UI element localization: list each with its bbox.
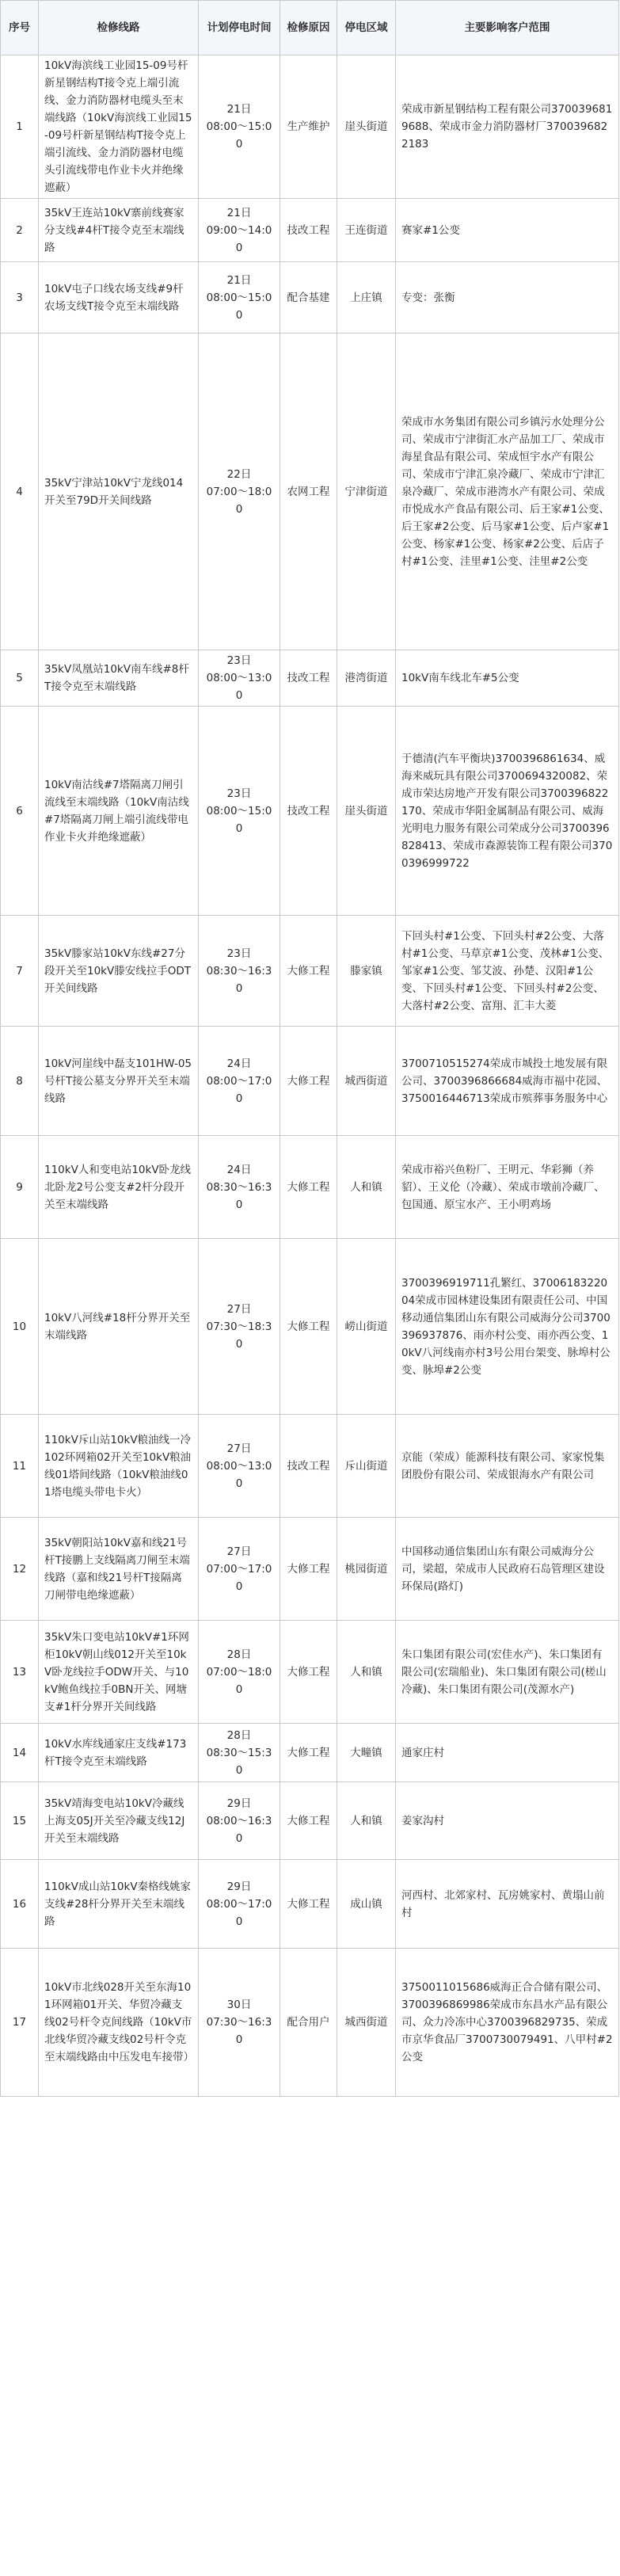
- row-date: 21日: [226, 103, 252, 116]
- row-date: 30日: [226, 1999, 252, 2011]
- table-row: [1, 1724, 619, 1782]
- row-date: 27日: [226, 1442, 252, 1455]
- row-date: 28日: [226, 1648, 252, 1661]
- row-hours: 07:30～16:30: [206, 2016, 272, 2046]
- row-reason: 大修工程: [280, 1621, 337, 1724]
- row-area: 崂山街道: [337, 1239, 396, 1415]
- row-number: 5: [1, 650, 39, 707]
- row-scope: 荣成市水务集团有限公司乡镇污水处理分公司、荣成市宁津街汇水产品加工厂、荣成市海星食品有限公司、荣成恒宇水产有限公司、荣成市宁津汇泉冷藏厂、荣成市宁津汇泉冷藏厂、荣成市港湾水产有限公司、荣成市悦成水产食品有限公司、后王家#1公变、后王家#2公变、后马家#1公变、后卢家#1公变、杨家#1公变、杨家#2公变、后店子村#1公变、洼里#1公变、洼里#2公变: [396, 333, 619, 650]
- row-area: 人和镇: [337, 1621, 396, 1724]
- row-date: 21日: [226, 206, 252, 219]
- row-hours: 08:00～17:00: [206, 1897, 272, 1928]
- row-reason: 大修工程: [280, 1860, 337, 1949]
- row-area: 宁津街道: [337, 333, 396, 650]
- row-hours: 08:00～13:00: [206, 1459, 272, 1490]
- row-date: 28日: [226, 1728, 252, 1742]
- row-scope: 京能（荣成）能源科技有限公司、家家悦集团股份有限公司、荣成银海水产有限公司: [396, 1415, 619, 1518]
- row-line: 10kV市北线028开关至东海101环网箱01开关、华贸冷藏支线02号杆令克间线路（10kV市北线华贸冷藏支线02号杆令克至末端线路由中压发电车接带）: [39, 1949, 199, 2097]
- row-reason: 大修工程: [280, 1782, 337, 1860]
- row-hours: 08:00～15:00: [206, 804, 272, 835]
- row-hours: 09:00～14:00: [206, 223, 272, 254]
- row-scope: 3700396919711孔繁红、3700618322004荣成市园林建设集团有限责任公司、中国移动通信集团山东有限公司威海分公司3700396937876、雨亦村公变、雨亦西公变、10kV八河线南亦村3号公用台架变、脉埠村公变、脉埠#2公变: [396, 1239, 619, 1415]
- row-hours: 08:30～15:30: [206, 1746, 272, 1777]
- row-line: 10kV水库线通家庄支线#173杆T接令克至末端线路: [39, 1724, 199, 1782]
- row-time: [199, 1860, 280, 1949]
- row-line: 110kV成山站10kV秦格线姚家支线#28杆分界开关至末端线路: [39, 1860, 199, 1949]
- table-row: [1, 1949, 619, 2097]
- row-time: [199, 55, 280, 199]
- row-area: 港湾街道: [337, 650, 396, 707]
- row-scope: 10kV南车线北车#5公变: [396, 650, 619, 707]
- row-number: 6: [1, 707, 39, 916]
- row-scope: 赛家#1公变: [396, 199, 619, 262]
- row-line: 110kV人和变电站10kV卧龙线北卧龙2号公变支#2杆分段开关至末端线路: [39, 1136, 199, 1239]
- table-body: [1, 55, 619, 2097]
- row-area: 上庄镇: [337, 262, 396, 333]
- row-area: 桃园街道: [337, 1518, 396, 1621]
- row-line: 10kV南沽线#7塔隔离刀闸引流线至末端线路（10kV南沽线#7塔隔离刀闸上端引流线带电作业卡火并绝缘遮蔽）: [39, 707, 199, 916]
- row-time: [199, 650, 280, 707]
- row-scope: 3700710515274荣成市城投土地发展有限公司、3700396866684威海市福中花园、3750016446713荣成市殡葬事务服务中心: [396, 1027, 619, 1136]
- table-row: [1, 333, 619, 650]
- row-time: [199, 333, 280, 650]
- row-number: 13: [1, 1621, 39, 1724]
- row-date: 27日: [226, 1302, 252, 1316]
- row-reason: 技改工程: [280, 1415, 337, 1518]
- row-hours: 08:30～16:30: [206, 1180, 272, 1211]
- table-row: [1, 1239, 619, 1415]
- row-time: [199, 1724, 280, 1782]
- row-scope: 荣成市新星钢结构工程有限公司3700396819688、荣成市金力消防器材厂3700396822183: [396, 55, 619, 199]
- row-line: 35kV滕家站10kV东线#27分段开关至10kV滕安线拉手ODT开关间线路: [39, 916, 199, 1027]
- row-scope: 朱口集团有限公司(宏佳水产)、朱口集团有限公司(宏瑞船业)、朱口集团有限公司(槎山冷藏)、朱口集团有限公司(茂源水产): [396, 1621, 619, 1724]
- row-area: 斥山街道: [337, 1415, 396, 1518]
- row-line: 110kV斥山站10kV粮油线一冷102环网箱02开关至10kV粮油线01塔间线路（10kV粮油线01塔电缆头带电卡火）: [39, 1415, 199, 1518]
- row-scope: 荣成市裕兴鱼粉厂、王明元、华彩狮（养貂）、王义伦（冷藏）、荣成市墩前冷藏厂、包国通、原宝水产、王小明鸡场: [396, 1136, 619, 1239]
- row-hours: 08:00～13:00: [206, 672, 272, 702]
- row-reason: 大修工程: [280, 1027, 337, 1136]
- row-number: 15: [1, 1782, 39, 1860]
- row-area: 大疃镇: [337, 1724, 396, 1782]
- row-number: 16: [1, 1860, 39, 1949]
- table-row: [1, 1518, 619, 1621]
- row-hours: 08:00～16:30: [206, 1814, 272, 1845]
- row-time: [199, 916, 280, 1027]
- row-time: [199, 1415, 280, 1518]
- table-row: [1, 1621, 619, 1724]
- row-number: 1: [1, 55, 39, 199]
- header-row: [1, 1, 619, 55]
- row-number: 2: [1, 199, 39, 262]
- row-area: 城西街道: [337, 1027, 396, 1136]
- row-area: 王连街道: [337, 199, 396, 262]
- row-reason: 大修工程: [280, 1136, 337, 1239]
- row-date: 24日: [226, 1163, 252, 1176]
- row-line: 35kV靖海变电站10kV冷藏线上海支05J开关至冷藏支线12J开关至末端线路: [39, 1782, 199, 1860]
- row-date: 29日: [226, 1880, 252, 1893]
- row-time: [199, 199, 280, 262]
- row-date: 29日: [226, 1797, 252, 1810]
- row-reason: 配合基建: [280, 262, 337, 333]
- row-line: 35kV朝阳站10kV嘉和线21号杆T接鹏上支线隔离刀闸至末端线路（嘉和线21号杆T接隔离刀闸带电绝缘遮蔽）: [39, 1518, 199, 1621]
- header-line: 检修线路: [39, 1, 199, 55]
- table-row: [1, 1860, 619, 1949]
- row-time: [199, 1621, 280, 1724]
- row-time: [199, 1782, 280, 1860]
- row-number: 9: [1, 1136, 39, 1239]
- row-number: 17: [1, 1949, 39, 2097]
- table-row: [1, 916, 619, 1027]
- row-date: 22日: [226, 467, 252, 481]
- row-scope: 通家庄村: [396, 1724, 619, 1782]
- table-row: [1, 1415, 619, 1518]
- row-date: 23日: [226, 787, 252, 800]
- row-line: 10kV八河线#18杆分界开关至末端线路: [39, 1239, 199, 1415]
- row-number: 12: [1, 1518, 39, 1621]
- row-time: [199, 262, 280, 333]
- row-time: [199, 1136, 280, 1239]
- row-line: 10kV海滨线工业园15-09号杆新星钢结构T接令克上端引流线、金力消防器材电缆头至末端线路（10kV海滨线工业园15-09号杆新星钢结构T接令克上端引流线、金力消防器材电缆头引流线带电作业卡火并绝缘遮蔽）: [39, 55, 199, 199]
- row-number: 8: [1, 1027, 39, 1136]
- row-hours: 08:00～17:00: [206, 1074, 272, 1105]
- row-scope: 专变：张衡: [396, 262, 619, 333]
- row-date: 27日: [226, 1545, 252, 1558]
- row-reason: 技改工程: [280, 199, 337, 262]
- row-reason: 技改工程: [280, 707, 337, 916]
- row-area: 崖头街道: [337, 707, 396, 916]
- row-number: 3: [1, 262, 39, 333]
- row-scope: 姜家沟村: [396, 1782, 619, 1860]
- row-scope: 河西村、北郊家村、瓦房姚家村、黄塌山前村: [396, 1860, 619, 1949]
- row-reason: 大修工程: [280, 1724, 337, 1782]
- header-time: 计划停电时间: [199, 1, 280, 55]
- row-hours: 07:00～18:00: [206, 1665, 272, 1696]
- row-scope: 于德清(汽车平衡块)3700396861634、威海来威玩具有限公司3700694320082、荣成市荣达房地产开发有限公司3700396822170、荣成市华阳金属制品有限公司、威海光明电力服务有限公司荣成分公司3700396828413、荣成市森源装饰工程有限公司3700396999722: [396, 707, 619, 916]
- row-reason: 大修工程: [280, 916, 337, 1027]
- row-reason: 农网工程: [280, 333, 337, 650]
- row-area: 成山镇: [337, 1860, 396, 1949]
- row-time: [199, 707, 280, 916]
- row-reason: 大修工程: [280, 1518, 337, 1621]
- header-reason: 检修原因: [280, 1, 337, 55]
- header-scope: 主要影响客户范围: [396, 1, 619, 55]
- table-row: [1, 707, 619, 916]
- row-time: [199, 1239, 280, 1415]
- row-scope: 下回头村#1公变、下回头村#2公变、大落村#1公变、马草京#1公变、茂林#1公变、邹家#1公变、邹艾波、孙楚、汉阳#1公变、下回头村#1公变、下回头村#2公变、大落村#2公变、富翔、汇丰大菱: [396, 916, 619, 1027]
- row-hours: 08:00～15:00: [206, 120, 272, 151]
- row-line: 35kV王连站10kV寨前线赛家分支线#4杆T接令克至末端线路: [39, 199, 199, 262]
- table-row: [1, 650, 619, 707]
- row-line: 35kV凤凰站10kV南车线#8杆T接令克至末端线路: [39, 650, 199, 707]
- table-row: [1, 1782, 619, 1860]
- row-number: 11: [1, 1415, 39, 1518]
- row-hours: 08:00～15:00: [206, 291, 272, 322]
- row-hours: 08:30～16:30: [206, 964, 272, 995]
- row-time: [199, 1027, 280, 1136]
- row-time: [199, 1518, 280, 1621]
- row-date: 21日: [226, 273, 252, 287]
- row-hours: 07:00～17:00: [206, 1562, 272, 1593]
- row-area: 人和镇: [337, 1136, 396, 1239]
- row-area: 崖头街道: [337, 55, 396, 199]
- row-number: 7: [1, 916, 39, 1027]
- row-reason: 大修工程: [280, 1239, 337, 1415]
- row-line: 35kV朱口变电站10kV#1环网柜10kV朝山线012开关至10kV卧龙线拉手ODW开关、与10kV鲍鱼线拉手0BN开关、网塘支#1杆分界开关间线路: [39, 1621, 199, 1724]
- row-hours: 07:00～18:00: [206, 485, 272, 516]
- row-area: 人和镇: [337, 1782, 396, 1860]
- table-row: [1, 262, 619, 333]
- row-number: 10: [1, 1239, 39, 1415]
- row-hours: 07:30～18:30: [206, 1320, 272, 1351]
- row-reason: 技改工程: [280, 650, 337, 707]
- row-scope: 中国移动通信集团山东有限公司威海分公司，梁超，荣成市人民政府石岛管理区建设环保局(路灯): [396, 1518, 619, 1621]
- row-reason: 生产维护: [280, 55, 337, 199]
- row-date: 23日: [226, 654, 252, 667]
- header-no: 序号: [1, 1, 39, 55]
- header-area: 停电区域: [337, 1, 396, 55]
- row-line: 35kV宁津站10kV宁龙线014开关至79D开关间线路: [39, 333, 199, 650]
- row-line: 10kV屯子口线农场支线#9杆农场支线T接令克至末端线路: [39, 262, 199, 333]
- row-number: 4: [1, 333, 39, 650]
- row-number: 14: [1, 1724, 39, 1782]
- row-date: 24日: [226, 1057, 252, 1070]
- row-time: [199, 1949, 280, 2097]
- row-scope: 3750011015686威海正合合储有限公司、3700396869986荣成市东昌水产品有限公司、众力冷冻中心3700396829735、荣成市京华食品厂3700730079491、八甲村#2公变: [396, 1949, 619, 2097]
- table-row: [1, 1136, 619, 1239]
- row-line: 10kV河崖线中磊支101HW-05号杆T接公墓支分界开关至末端线路: [39, 1027, 199, 1136]
- row-area: 城西街道: [337, 1949, 396, 2097]
- table-row: [1, 55, 619, 199]
- row-area: 滕家镇: [337, 916, 396, 1027]
- table-row: [1, 1027, 619, 1136]
- row-date: 23日: [226, 947, 252, 960]
- table-row: [1, 199, 619, 262]
- row-reason: 配合用户: [280, 1949, 337, 2097]
